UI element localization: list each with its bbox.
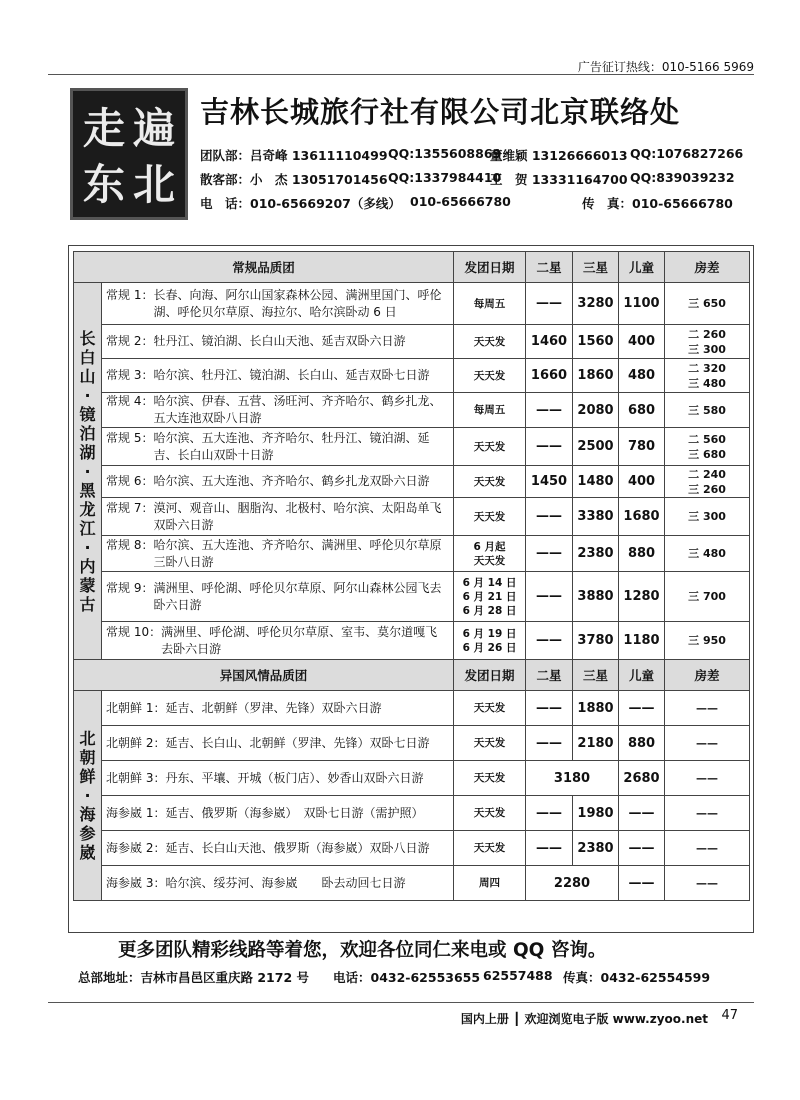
logo-char: 北 (132, 160, 175, 209)
regular-section-title: 常规品质团 (74, 252, 454, 283)
route-name (102, 393, 454, 428)
hq-phone-2: 62557488 (483, 968, 553, 983)
slogan: 更多团队精彩线路等着您，欢迎各位同仁来电或 QQ 咨询。 (118, 940, 607, 961)
price-child: 780 (619, 428, 665, 466)
room-diff: 二 240 三 260 (665, 466, 750, 498)
room-diff: —— (665, 726, 750, 761)
route-name-wrap (106, 333, 449, 350)
price-two-star: —— (526, 428, 573, 466)
price-two-star: —— (526, 572, 573, 622)
price-three-star: 3380 (573, 498, 619, 536)
price-child: 1280 (619, 572, 665, 622)
price-child: —— (619, 796, 665, 831)
ad-hotline: 广告征订热线：010-5166 5969 (577, 60, 754, 74)
route-name-wrap (106, 430, 449, 464)
price-child: 1680 (619, 498, 665, 536)
top-divider (48, 74, 754, 75)
room-diff: 二 320 三 480 (665, 359, 750, 393)
route-code: 常规 5： (106, 430, 154, 445)
price-combined: 2280 (526, 866, 619, 901)
route-name-wrap (106, 393, 449, 427)
price-child: 400 (619, 466, 665, 498)
price-two-star: —— (526, 622, 573, 660)
tour-row (74, 691, 750, 726)
hq-phone: 电话：0432-62553655 (333, 970, 481, 985)
tour-row (74, 831, 750, 866)
route-name (102, 572, 454, 622)
tour-row (74, 761, 750, 796)
header-three-star: 三星 (573, 252, 619, 283)
foreign-header-row (74, 660, 750, 691)
price-three-star: 2500 (573, 428, 619, 466)
phone-text: 电 话：010-65669207（多线） (200, 196, 401, 211)
price-three-star: 3280 (573, 283, 619, 325)
tour-row (74, 283, 750, 325)
logo-char: 走 (82, 104, 125, 153)
price-child: 400 (619, 325, 665, 359)
price-child: —— (619, 691, 665, 726)
route-code: 常规 3： (106, 368, 154, 382)
price-two-star: —— (526, 393, 573, 428)
contact-row-phone (200, 194, 733, 212)
contact-text: QQ:1337984410 (388, 170, 502, 185)
route-desc: 哈尔滨、伊春、五营、汤旺河、齐齐哈尔、鹤乡扎龙、五大连池双卧八日游 (153, 394, 442, 425)
route-name (102, 536, 454, 572)
contact-text: QQ:839039232 (630, 170, 735, 185)
route-name: 北朝鲜 3：丹东、平壤、开城（板门店）、妙香山双卧六日游 (102, 761, 454, 796)
tour-row (74, 393, 750, 428)
route-name: 海参崴 2：延吉、长白山天池、俄罗斯（海参崴）双卧八日游 (102, 831, 454, 866)
tour-row (74, 325, 750, 359)
room-diff: 三 580 (665, 393, 750, 428)
hq-address: 总部地址：吉林市昌邑区重庆路 2172 号 (78, 970, 309, 985)
departure-date: 天天发 (454, 761, 526, 796)
bottom-divider (48, 1002, 754, 1003)
price-three-star: 1980 (573, 796, 619, 831)
header-room-diff: 房差 (665, 252, 750, 283)
price-child: —— (619, 831, 665, 866)
contact-text: 散客部：小 杰 13051701456 (200, 172, 388, 187)
tour-row (74, 622, 750, 660)
route-name (102, 283, 454, 325)
price-three-star: 1880 (573, 691, 619, 726)
departure-date: 天天发 (454, 466, 526, 498)
tour-row (74, 572, 750, 622)
route-desc: 哈尔滨、五大连池、齐齐哈尔、满洲里、呼伦贝尔草原三卧八日游 (153, 537, 442, 569)
price-three-star: 2180 (573, 726, 619, 761)
contact-text: 团队部：吕奇峰 13611110499 (200, 148, 388, 163)
fax-text: 传 真：010-65666780 (582, 196, 733, 211)
departure-date: 每周五 (454, 283, 526, 325)
route-desc: 哈尔滨、牡丹江、镜泊湖、长白山、延吉双卧七日游 (153, 368, 430, 382)
price-child: —— (619, 866, 665, 901)
departure-date: 6 月起 天天发 (454, 536, 526, 572)
price-three-star: 3780 (573, 622, 619, 660)
departure-date: 天天发 (454, 498, 526, 536)
route-name: 北朝鲜 2：延吉、长白山、北朝鲜（罗津、先锋）双卧七日游 (102, 726, 454, 761)
tour-row (74, 428, 750, 466)
contact-row-individual (200, 170, 735, 188)
price-two-star: —— (526, 691, 573, 726)
route-desc: 哈尔滨、五大连池、齐齐哈尔、牡丹江、镜泊湖、延吉、长白山双卧十日游 (153, 430, 430, 462)
route-name: 海参崴 3：哈尔滨、绥芬河、海参崴 卧去动回七日游 (102, 866, 454, 901)
price-two-star: —— (526, 283, 573, 325)
price-three-star: 2380 (573, 831, 619, 866)
price-child: 480 (619, 359, 665, 393)
departure-date: 天天发 (454, 796, 526, 831)
contact-text: 王 贺 13331164700 (490, 172, 628, 187)
price-child: 1100 (619, 283, 665, 325)
room-diff: 三 650 (665, 283, 750, 325)
price-three-star: 2080 (573, 393, 619, 428)
price-two-star: —— (526, 831, 573, 866)
route-name-wrap (106, 580, 449, 614)
price-two-star: —— (526, 498, 573, 536)
route-desc: 牡丹江、镜泊湖、长白山天池、延吉双卧六日游 (153, 334, 406, 348)
departure-date: 天天发 (454, 428, 526, 466)
departure-date: 6 月 14 日 6 月 21 日 6 月 28 日 (454, 572, 526, 622)
departure-date: 天天发 (454, 359, 526, 393)
header-room-diff: 房差 (665, 660, 750, 691)
phone-text: 010-65666780 (410, 194, 511, 209)
hq-fax: 传真：0432-62554599 (563, 970, 711, 985)
footer-text: 国内上册 ┃ 欢迎浏览电子版 www.zyoo.net (460, 1012, 708, 1026)
route-desc: 漠河、观音山、胭脂沟、北极村、哈尔滨、太阳岛单飞双卧六日游 (153, 500, 442, 532)
route-name: 海参崴 1：延吉、俄罗斯（海参崴） 双卧七日游（需护照） (102, 796, 454, 831)
departure-date: 周四 (454, 866, 526, 901)
regular-header-row (74, 252, 750, 283)
foreign-section-title: 异国风情品质团 (74, 660, 454, 691)
header-date: 发团日期 (454, 660, 526, 691)
room-diff: 二 560 三 680 (665, 428, 750, 466)
departure-date: 6 月 19 日 6 月 26 日 (454, 622, 526, 660)
foreign-section (74, 660, 750, 901)
room-diff: 三 950 (665, 622, 750, 660)
route-code: 常规 1： (106, 287, 154, 302)
route-name-wrap (106, 473, 449, 490)
contact-text: QQ:1355608869 (388, 146, 502, 161)
room-diff: —— (665, 691, 750, 726)
route-name-wrap (106, 537, 449, 571)
contact-row-team (200, 146, 744, 164)
route-name (102, 622, 454, 660)
route-desc: 满洲里、呼伦湖、呼伦贝尔草原、阿尔山森林公园飞去卧六日游 (153, 580, 442, 612)
contact-text: QQ:1076827266 (630, 146, 744, 161)
header-date: 发团日期 (454, 252, 526, 283)
room-diff: 三 300 (665, 498, 750, 536)
route-name (102, 498, 454, 536)
route-code: 常规 2： (106, 334, 154, 348)
room-diff: —— (665, 796, 750, 831)
price-combined: 3180 (526, 761, 619, 796)
route-code: 常规 9： (106, 580, 154, 595)
page-number: 47 (721, 1008, 738, 1023)
room-diff: 三 700 (665, 572, 750, 622)
route-name (102, 359, 454, 393)
price-child: 880 (619, 536, 665, 572)
logo-char: 遍 (132, 104, 175, 153)
price-two-star: 1450 (526, 466, 573, 498)
route-code: 常规 10： (106, 624, 162, 639)
tour-row (74, 466, 750, 498)
route-code: 常规 4： (106, 394, 154, 408)
regular-section (74, 252, 750, 660)
price-child: 1180 (619, 622, 665, 660)
route-desc: 长春、向海、阿尔山国家森林公园、满洲里国门、呼伦湖、呼伦贝尔草原、海拉尔、哈尔滨卧动 6 日 (153, 287, 442, 319)
price-three-star: 3880 (573, 572, 619, 622)
region-label-foreign: 北朝鲜·海参崴 (74, 691, 102, 901)
price-two-star: —— (526, 726, 573, 761)
route-code: 常规 6： (106, 474, 154, 488)
route-name (102, 428, 454, 466)
room-diff: 二 260 三 300 (665, 325, 750, 359)
departure-date: 天天发 (454, 831, 526, 866)
route-code: 常规 7： (106, 500, 154, 515)
price-three-star: 1480 (573, 466, 619, 498)
price-two-star: 1460 (526, 325, 573, 359)
route-name (102, 466, 454, 498)
logo-char: 东 (82, 160, 125, 209)
route-code: 常规 8： (106, 537, 154, 552)
tour-row (74, 726, 750, 761)
route-name-wrap (106, 287, 449, 321)
header-two-star: 二星 (526, 660, 573, 691)
region-label-regular: 长白山·镜泊湖·黑龙江·内蒙古 (74, 283, 102, 660)
tour-row (74, 359, 750, 393)
tour-row (74, 796, 750, 831)
logo (70, 88, 188, 220)
route-name-wrap (106, 367, 449, 384)
departure-date: 天天发 (454, 691, 526, 726)
header-child: 儿童 (619, 660, 665, 691)
tour-table (73, 251, 750, 901)
price-three-star: 1860 (573, 359, 619, 393)
route-name-wrap (106, 500, 449, 534)
tour-row (74, 866, 750, 901)
room-diff: —— (665, 866, 750, 901)
route-name-wrap (106, 624, 449, 658)
departure-date: 每周五 (454, 393, 526, 428)
price-child: 680 (619, 393, 665, 428)
header-three-star: 三星 (573, 660, 619, 691)
tour-row (74, 498, 750, 536)
route-name: 北朝鲜 1：延吉、北朝鲜（罗津、先锋）双卧六日游 (102, 691, 454, 726)
departure-date: 天天发 (454, 325, 526, 359)
price-two-star: —— (526, 536, 573, 572)
price-two-star: 1660 (526, 359, 573, 393)
departure-date: 天天发 (454, 726, 526, 761)
room-diff: —— (665, 761, 750, 796)
tour-row (74, 536, 750, 572)
company-name: 吉林长城旅行社有限公司北京联络处 (200, 95, 681, 129)
room-diff: 三 480 (665, 536, 750, 572)
route-name (102, 325, 454, 359)
route-desc: 满洲里、呼伦湖、呼伦贝尔草原、室韦、莫尔道嘎飞去卧六日游 (161, 624, 438, 656)
price-child: 880 (619, 726, 665, 761)
contact-text: 董维颖 13126666013 (490, 148, 628, 163)
room-diff: —— (665, 831, 750, 866)
price-three-star: 1560 (573, 325, 619, 359)
price-two-star: —— (526, 796, 573, 831)
header-child: 儿童 (619, 252, 665, 283)
header-two-star: 二星 (526, 252, 573, 283)
route-desc: 哈尔滨、五大连池、齐齐哈尔、鹤乡扎龙双卧六日游 (153, 474, 430, 488)
price-three-star: 2380 (573, 536, 619, 572)
price-child: 2680 (619, 761, 665, 796)
